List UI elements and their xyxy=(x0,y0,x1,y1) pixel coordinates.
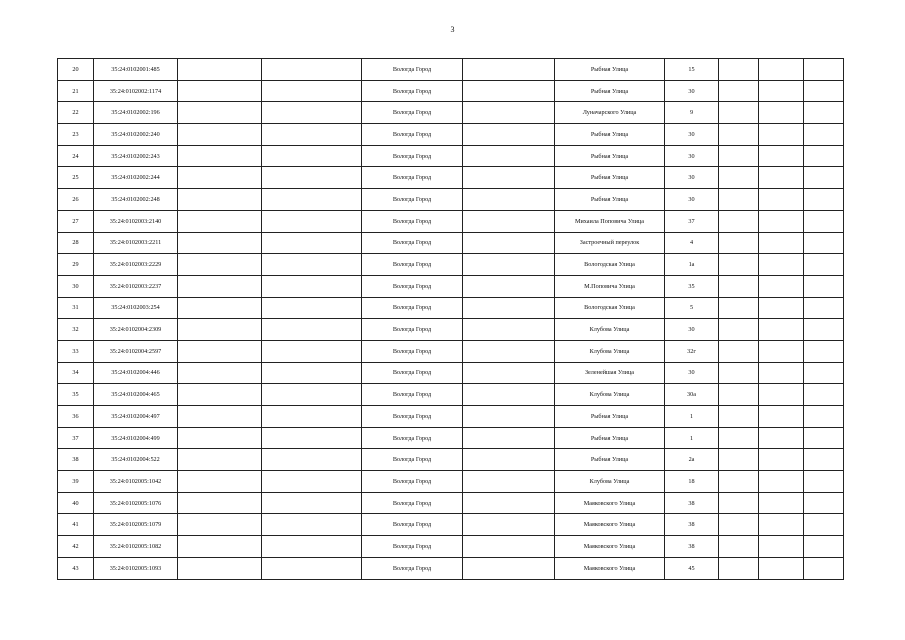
table-row xyxy=(58,362,844,384)
empty-cell xyxy=(804,145,844,167)
house-number-cell: 1а xyxy=(665,254,719,276)
table-row xyxy=(58,275,844,297)
empty-cell xyxy=(463,275,555,297)
empty-cell xyxy=(178,449,262,471)
empty-cell xyxy=(178,557,262,579)
row-number-cell: 27 xyxy=(58,210,94,232)
settlement-cell: Вологда Город xyxy=(362,514,463,536)
empty-cell xyxy=(178,297,262,319)
street-cell: Рыбная Улица xyxy=(555,449,665,471)
cadastral-number-cell: 35:24:0102005:1042 xyxy=(94,471,178,493)
empty-cell xyxy=(719,167,759,189)
settlement-cell: Вологда Город xyxy=(362,210,463,232)
street-cell: Клубова Улица xyxy=(555,471,665,493)
house-number-cell: 18 xyxy=(665,471,719,493)
cadastral-number-cell: 35:24:0102002:248 xyxy=(94,189,178,211)
table-row xyxy=(58,59,844,81)
table-row xyxy=(58,210,844,232)
cadastral-number-cell: 35:24:0102004:2597 xyxy=(94,340,178,362)
empty-cell xyxy=(262,427,362,449)
empty-cell xyxy=(759,189,804,211)
empty-cell xyxy=(759,80,804,102)
empty-cell xyxy=(719,406,759,428)
empty-cell xyxy=(719,536,759,558)
empty-cell xyxy=(804,124,844,146)
house-number-cell: 38 xyxy=(665,514,719,536)
house-number-cell: 32г xyxy=(665,340,719,362)
row-number-cell: 36 xyxy=(58,406,94,428)
empty-cell xyxy=(719,557,759,579)
empty-cell xyxy=(804,232,844,254)
cadastral-number-cell: 35:24:0102005:1082 xyxy=(94,536,178,558)
table-row xyxy=(58,557,844,579)
empty-cell xyxy=(804,514,844,536)
row-number-cell: 29 xyxy=(58,254,94,276)
empty-cell xyxy=(719,449,759,471)
street-cell: Луначарского Улица xyxy=(555,102,665,124)
house-number-cell: 1 xyxy=(665,427,719,449)
empty-cell xyxy=(262,124,362,146)
empty-cell xyxy=(804,167,844,189)
empty-cell xyxy=(759,427,804,449)
empty-cell xyxy=(804,80,844,102)
row-number-cell: 31 xyxy=(58,297,94,319)
settlement-cell: Вологда Город xyxy=(362,362,463,384)
empty-cell xyxy=(719,514,759,536)
row-number-cell: 38 xyxy=(58,449,94,471)
row-number-cell: 22 xyxy=(58,102,94,124)
empty-cell xyxy=(262,145,362,167)
empty-cell xyxy=(719,59,759,81)
settlement-cell: Вологда Город xyxy=(362,557,463,579)
house-number-cell: 30 xyxy=(665,145,719,167)
street-cell: Рыбная Улица xyxy=(555,59,665,81)
settlement-cell: Вологда Город xyxy=(362,145,463,167)
empty-cell xyxy=(463,319,555,341)
empty-cell xyxy=(719,145,759,167)
table-row xyxy=(58,232,844,254)
empty-cell xyxy=(804,536,844,558)
empty-cell xyxy=(759,340,804,362)
street-cell: Клубова Улица xyxy=(555,340,665,362)
empty-cell xyxy=(463,514,555,536)
settlement-cell: Вологда Город xyxy=(362,492,463,514)
cadastral-number-cell: 35:24:0102004:465 xyxy=(94,384,178,406)
settlement-cell: Вологда Город xyxy=(362,232,463,254)
row-number-cell: 23 xyxy=(58,124,94,146)
street-cell: Маяковского Улица xyxy=(555,536,665,558)
empty-cell xyxy=(759,124,804,146)
house-number-cell: 38 xyxy=(665,536,719,558)
empty-cell xyxy=(804,59,844,81)
empty-cell xyxy=(759,384,804,406)
empty-cell xyxy=(719,210,759,232)
empty-cell xyxy=(719,427,759,449)
house-number-cell: 30 xyxy=(665,319,719,341)
house-number-cell: 45 xyxy=(665,557,719,579)
empty-cell xyxy=(463,471,555,493)
house-number-cell: 30а xyxy=(665,384,719,406)
empty-cell xyxy=(759,232,804,254)
table-row xyxy=(58,492,844,514)
street-cell: Рыбная Улица xyxy=(555,145,665,167)
empty-cell xyxy=(719,254,759,276)
empty-cell xyxy=(463,557,555,579)
empty-cell xyxy=(178,536,262,558)
empty-cell xyxy=(178,124,262,146)
table-row xyxy=(58,514,844,536)
row-number-cell: 40 xyxy=(58,492,94,514)
empty-cell xyxy=(262,492,362,514)
empty-cell xyxy=(178,362,262,384)
empty-cell xyxy=(759,557,804,579)
empty-cell xyxy=(463,189,555,211)
settlement-cell: Вологда Город xyxy=(362,167,463,189)
empty-cell xyxy=(804,189,844,211)
cadastral-number-cell: 35:24:0102002:243 xyxy=(94,145,178,167)
house-number-cell: 9 xyxy=(665,102,719,124)
settlement-cell: Вологда Город xyxy=(362,297,463,319)
empty-cell xyxy=(262,102,362,124)
empty-cell xyxy=(262,80,362,102)
row-number-cell: 39 xyxy=(58,471,94,493)
cadastral-number-cell: 35:24:0102003:254 xyxy=(94,297,178,319)
empty-cell xyxy=(804,557,844,579)
empty-cell xyxy=(759,275,804,297)
house-number-cell: 30 xyxy=(665,189,719,211)
empty-cell xyxy=(804,406,844,428)
empty-cell xyxy=(759,492,804,514)
house-number-cell: 1 xyxy=(665,406,719,428)
street-cell: Рыбная Улица xyxy=(555,124,665,146)
empty-cell xyxy=(719,232,759,254)
empty-cell xyxy=(463,492,555,514)
row-number-cell: 35 xyxy=(58,384,94,406)
row-number-cell: 43 xyxy=(58,557,94,579)
table-row xyxy=(58,427,844,449)
cadastral-number-cell: 35:24:0102002:196 xyxy=(94,102,178,124)
settlement-cell: Вологда Город xyxy=(362,340,463,362)
cadastral-number-cell: 35:24:0102003:2211 xyxy=(94,232,178,254)
empty-cell xyxy=(759,145,804,167)
table-row xyxy=(58,406,844,428)
cadastral-number-cell: 35:24:0102001:485 xyxy=(94,59,178,81)
empty-cell xyxy=(178,319,262,341)
row-number-cell: 42 xyxy=(58,536,94,558)
table-row xyxy=(58,124,844,146)
registry-table xyxy=(57,58,844,580)
cadastral-number-cell: 35:24:0102004:497 xyxy=(94,406,178,428)
table-row xyxy=(58,167,844,189)
empty-cell xyxy=(262,275,362,297)
empty-cell xyxy=(804,275,844,297)
row-number-cell: 28 xyxy=(58,232,94,254)
row-number-cell: 30 xyxy=(58,275,94,297)
street-cell: Михаила Поповича Улица xyxy=(555,210,665,232)
empty-cell xyxy=(463,384,555,406)
row-number-cell: 32 xyxy=(58,319,94,341)
cadastral-number-cell: 35:24:0102004:499 xyxy=(94,427,178,449)
empty-cell xyxy=(178,384,262,406)
empty-cell xyxy=(178,492,262,514)
empty-cell xyxy=(463,297,555,319)
settlement-cell: Вологда Город xyxy=(362,189,463,211)
street-cell: Маяковского Улица xyxy=(555,492,665,514)
empty-cell xyxy=(759,210,804,232)
street-cell: Вологодская Улица xyxy=(555,254,665,276)
cadastral-number-cell: 35:24:0102003:2237 xyxy=(94,275,178,297)
settlement-cell: Вологда Город xyxy=(362,449,463,471)
street-cell: Рыбная Улица xyxy=(555,427,665,449)
settlement-cell: Вологда Город xyxy=(362,406,463,428)
empty-cell xyxy=(804,471,844,493)
house-number-cell: 37 xyxy=(665,210,719,232)
cadastral-number-cell: 35:24:0102002:240 xyxy=(94,124,178,146)
empty-cell xyxy=(804,297,844,319)
empty-cell xyxy=(719,275,759,297)
empty-cell xyxy=(759,471,804,493)
street-cell: Зеленейшая Улица xyxy=(555,362,665,384)
table-row xyxy=(58,145,844,167)
cadastral-number-cell: 35:24:0102005:1079 xyxy=(94,514,178,536)
settlement-cell: Вологда Город xyxy=(362,471,463,493)
empty-cell xyxy=(262,362,362,384)
empty-cell xyxy=(719,102,759,124)
empty-cell xyxy=(804,102,844,124)
street-cell: Вологодская Улица xyxy=(555,297,665,319)
empty-cell xyxy=(463,232,555,254)
row-number-cell: 41 xyxy=(58,514,94,536)
row-number-cell: 24 xyxy=(58,145,94,167)
empty-cell xyxy=(262,210,362,232)
empty-cell xyxy=(719,297,759,319)
house-number-cell: 15 xyxy=(665,59,719,81)
empty-cell xyxy=(262,340,362,362)
settlement-cell: Вологда Город xyxy=(362,124,463,146)
table-row xyxy=(58,449,844,471)
street-cell: Маяковского Улица xyxy=(555,557,665,579)
settlement-cell: Вологда Город xyxy=(362,275,463,297)
table-row xyxy=(58,102,844,124)
empty-cell xyxy=(463,210,555,232)
empty-cell xyxy=(759,536,804,558)
empty-cell xyxy=(759,319,804,341)
empty-cell xyxy=(463,80,555,102)
street-cell: Рыбная Улица xyxy=(555,80,665,102)
empty-cell xyxy=(759,449,804,471)
empty-cell xyxy=(262,384,362,406)
table-row xyxy=(58,80,844,102)
empty-cell xyxy=(262,557,362,579)
empty-cell xyxy=(463,536,555,558)
house-number-cell: 4 xyxy=(665,232,719,254)
cadastral-number-cell: 35:24:0102004:522 xyxy=(94,449,178,471)
empty-cell xyxy=(178,427,262,449)
empty-cell xyxy=(719,189,759,211)
empty-cell xyxy=(719,124,759,146)
row-number-cell: 21 xyxy=(58,80,94,102)
empty-cell xyxy=(262,59,362,81)
empty-cell xyxy=(804,319,844,341)
empty-cell xyxy=(178,145,262,167)
empty-cell xyxy=(804,492,844,514)
table-row xyxy=(58,536,844,558)
empty-cell xyxy=(719,340,759,362)
empty-cell xyxy=(463,427,555,449)
empty-cell xyxy=(262,232,362,254)
settlement-cell: Вологда Город xyxy=(362,80,463,102)
empty-cell xyxy=(262,254,362,276)
row-number-cell: 37 xyxy=(58,427,94,449)
empty-cell xyxy=(804,210,844,232)
street-cell: М.Поповича Улица xyxy=(555,275,665,297)
empty-cell xyxy=(178,275,262,297)
row-number-cell: 26 xyxy=(58,189,94,211)
empty-cell xyxy=(262,536,362,558)
empty-cell xyxy=(463,406,555,428)
empty-cell xyxy=(759,297,804,319)
empty-cell xyxy=(463,124,555,146)
street-cell: Маяковского Улица xyxy=(555,514,665,536)
empty-cell xyxy=(178,406,262,428)
empty-cell xyxy=(262,449,362,471)
settlement-cell: Вологда Город xyxy=(362,319,463,341)
empty-cell xyxy=(759,406,804,428)
street-cell: Клубова Улица xyxy=(555,384,665,406)
empty-cell xyxy=(759,362,804,384)
house-number-cell: 30 xyxy=(665,124,719,146)
empty-cell xyxy=(262,471,362,493)
table-body xyxy=(58,59,844,580)
empty-cell xyxy=(463,167,555,189)
cadastral-number-cell: 35:24:0102004:2309 xyxy=(94,319,178,341)
empty-cell xyxy=(759,514,804,536)
street-cell: Рыбная Улица xyxy=(555,406,665,428)
settlement-cell: Вологда Город xyxy=(362,384,463,406)
page-number: 3 xyxy=(450,25,455,34)
empty-cell xyxy=(262,406,362,428)
house-number-cell: 30 xyxy=(665,362,719,384)
street-cell: Рыбная Улица xyxy=(555,167,665,189)
empty-cell xyxy=(719,492,759,514)
house-number-cell: 38 xyxy=(665,492,719,514)
empty-cell xyxy=(178,80,262,102)
settlement-cell: Вологда Город xyxy=(362,536,463,558)
table-row xyxy=(58,471,844,493)
settlement-cell: Вологда Город xyxy=(362,102,463,124)
empty-cell xyxy=(178,232,262,254)
table-row xyxy=(58,254,844,276)
empty-cell xyxy=(719,384,759,406)
street-cell: Клубова Улица xyxy=(555,319,665,341)
empty-cell xyxy=(178,471,262,493)
empty-cell xyxy=(262,167,362,189)
empty-cell xyxy=(463,340,555,362)
settlement-cell: Вологда Город xyxy=(362,59,463,81)
empty-cell xyxy=(759,102,804,124)
empty-cell xyxy=(463,59,555,81)
row-number-cell: 20 xyxy=(58,59,94,81)
house-number-cell: 30 xyxy=(665,167,719,189)
cadastral-number-cell: 35:24:0102003:2140 xyxy=(94,210,178,232)
table-row xyxy=(58,189,844,211)
empty-cell xyxy=(178,167,262,189)
empty-cell xyxy=(178,254,262,276)
house-number-cell: 35 xyxy=(665,275,719,297)
empty-cell xyxy=(804,254,844,276)
house-number-cell: 5 xyxy=(665,297,719,319)
empty-cell xyxy=(178,59,262,81)
empty-cell xyxy=(463,102,555,124)
empty-cell xyxy=(719,80,759,102)
empty-cell xyxy=(178,189,262,211)
cadastral-number-cell: 35:24:0102002:244 xyxy=(94,167,178,189)
empty-cell xyxy=(178,102,262,124)
empty-cell xyxy=(463,362,555,384)
empty-cell xyxy=(719,362,759,384)
table-row xyxy=(58,384,844,406)
cadastral-number-cell: 35:24:0102003:2229 xyxy=(94,254,178,276)
cadastral-number-cell: 35:24:0102005:1076 xyxy=(94,492,178,514)
empty-cell xyxy=(719,471,759,493)
empty-cell xyxy=(804,427,844,449)
empty-cell xyxy=(262,297,362,319)
table-row xyxy=(58,297,844,319)
empty-cell xyxy=(759,167,804,189)
empty-cell xyxy=(463,449,555,471)
empty-cell xyxy=(178,340,262,362)
empty-cell xyxy=(178,210,262,232)
empty-cell xyxy=(804,340,844,362)
row-number-cell: 25 xyxy=(58,167,94,189)
empty-cell xyxy=(804,449,844,471)
settlement-cell: Вологда Город xyxy=(362,254,463,276)
empty-cell xyxy=(463,145,555,167)
empty-cell xyxy=(262,514,362,536)
empty-cell xyxy=(804,362,844,384)
row-number-cell: 34 xyxy=(58,362,94,384)
house-number-cell: 2а xyxy=(665,449,719,471)
row-number-cell: 33 xyxy=(58,340,94,362)
street-cell: Застроечный переулок xyxy=(555,232,665,254)
empty-cell xyxy=(804,384,844,406)
cadastral-number-cell: 35:24:0102004:446 xyxy=(94,362,178,384)
cadastral-number-cell: 35:24:0102002:1174 xyxy=(94,80,178,102)
house-number-cell: 30 xyxy=(665,80,719,102)
empty-cell xyxy=(178,514,262,536)
street-cell: Рыбная Улица xyxy=(555,189,665,211)
empty-cell xyxy=(719,319,759,341)
empty-cell xyxy=(262,189,362,211)
cadastral-number-cell: 35:24:0102005:1093 xyxy=(94,557,178,579)
empty-cell xyxy=(463,254,555,276)
settlement-cell: Вологда Город xyxy=(362,427,463,449)
table-row xyxy=(58,340,844,362)
empty-cell xyxy=(759,254,804,276)
empty-cell xyxy=(262,319,362,341)
empty-cell xyxy=(759,59,804,81)
table-row xyxy=(58,319,844,341)
